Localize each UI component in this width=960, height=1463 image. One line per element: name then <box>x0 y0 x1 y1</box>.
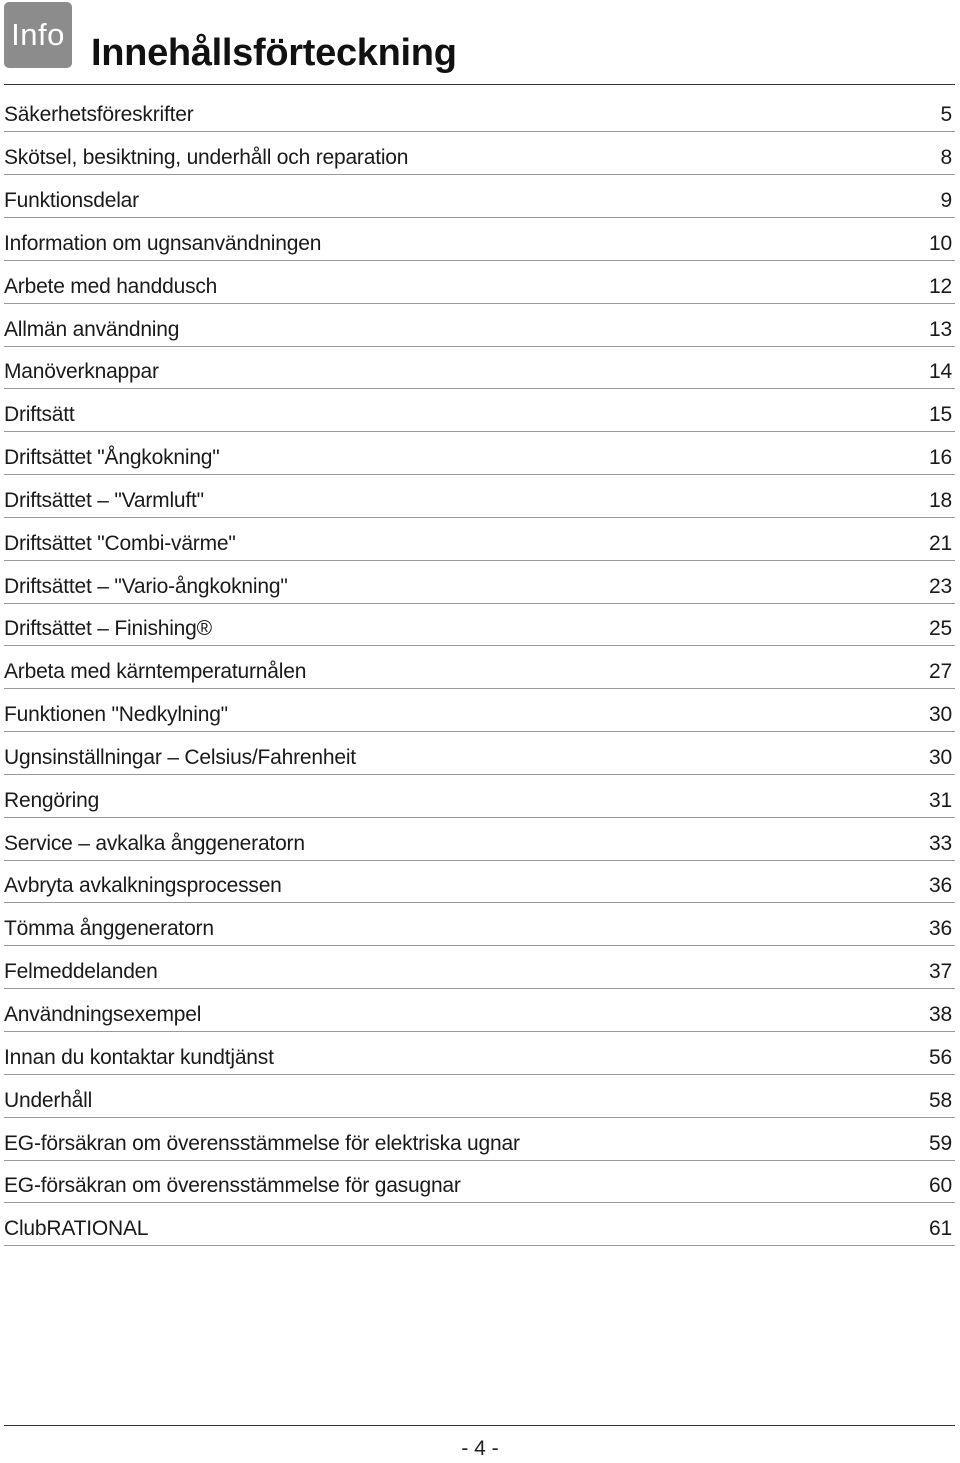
toc-entry[interactable] <box>4 648 955 689</box>
footer-divider <box>4 1425 955 1426</box>
toc-entry[interactable] <box>4 177 955 218</box>
toc-entry-page: 21 <box>929 531 952 555</box>
toc-entry-page: 16 <box>929 446 952 470</box>
toc-entry-page: 30 <box>929 703 952 727</box>
toc-entry-page: 56 <box>929 1045 952 1069</box>
toc-entry-page: 10 <box>929 231 952 255</box>
toc-entry[interactable] <box>4 134 955 175</box>
table-of-contents <box>4 91 955 1248</box>
toc-entry-label: Innan du kontaktar kundtjänst <box>4 1045 274 1069</box>
info-badge: Info <box>4 2 72 68</box>
toc-entry-page: 5 <box>940 103 952 127</box>
toc-entry[interactable] <box>4 1076 955 1117</box>
toc-entry-label: Information om ugnsanvändningen <box>4 231 322 255</box>
toc-entry-label: Funktionen "Nedkylning" <box>4 703 228 727</box>
toc-entry-page: 14 <box>929 360 952 384</box>
toc-entry[interactable] <box>4 262 955 303</box>
toc-entry-page: 37 <box>929 960 952 984</box>
toc-entry-label: Driftsätt <box>4 403 75 427</box>
toc-entry-label: Säkerhetsföreskrifter <box>4 103 194 127</box>
toc-entry-label: Driftsättet "Ångkokning" <box>4 446 220 470</box>
toc-entry[interactable] <box>4 305 955 346</box>
toc-entry-label: Underhåll <box>4 1088 93 1112</box>
toc-entry-page: 15 <box>929 403 952 427</box>
toc-entry-page: 13 <box>929 317 952 341</box>
toc-entry[interactable] <box>4 819 955 860</box>
toc-entry-page: 38 <box>929 1003 952 1027</box>
toc-entry-page: 59 <box>929 1131 952 1155</box>
toc-entry-label: Ugnsinställningar – Celsius/Fahrenheit <box>4 745 356 769</box>
toc-entry[interactable] <box>4 348 955 389</box>
toc-entry-label: Rengöring <box>4 788 100 812</box>
toc-entry-page: 8 <box>940 146 952 170</box>
title-divider <box>4 84 955 85</box>
toc-entry[interactable] <box>4 434 955 475</box>
toc-entry[interactable] <box>4 777 955 818</box>
page-number: - 4 - <box>461 1437 499 1460</box>
toc-entry-label: Arbeta med kärntemperaturnålen <box>4 660 307 684</box>
toc-entry-label: Allmän användning <box>4 317 180 341</box>
toc-entry[interactable] <box>4 605 955 646</box>
toc-entry-label: Driftsättet "Combi-värme" <box>4 531 236 555</box>
toc-entry-label: Användningsexempel <box>4 1003 202 1027</box>
toc-entry-label: EG-försäkran om överensstämmelse för elektriska ugnar <box>4 1131 520 1155</box>
toc-entry-page: 36 <box>929 874 952 898</box>
toc-entry[interactable] <box>4 220 955 261</box>
toc-entry[interactable] <box>4 1205 955 1246</box>
toc-entry[interactable] <box>4 477 955 518</box>
toc-entry-page: 23 <box>929 574 952 598</box>
toc-entry[interactable] <box>4 691 955 732</box>
toc-entry-page: 33 <box>929 831 952 855</box>
page-title: Innehållsförteckning <box>91 32 457 74</box>
toc-entry-label: Driftsättet – Finishing® <box>4 617 212 641</box>
toc-entry-label: Tömma ånggeneratorn <box>4 917 214 941</box>
toc-entry-label: Driftsättet – "Varmluft" <box>4 488 204 512</box>
toc-entry[interactable] <box>4 91 955 132</box>
toc-entry-label: Avbryta avkalkningsprocessen <box>4 874 282 898</box>
toc-entry-label: EG-försäkran om överensstämmelse för gasugnar <box>4 1174 461 1198</box>
toc-entry-page: 25 <box>929 617 952 641</box>
toc-entry-label: Service – avkalka ånggeneratorn <box>4 831 305 855</box>
toc-entry-label: Arbete med handdusch <box>4 274 218 298</box>
toc-entry-page: 31 <box>929 788 952 812</box>
toc-entry-page: 27 <box>929 660 952 684</box>
toc-entry-page: 30 <box>929 745 952 769</box>
toc-entry-label: Felmeddelanden <box>4 960 158 984</box>
toc-entry-page: 61 <box>929 1217 952 1241</box>
toc-entry[interactable] <box>4 862 955 903</box>
toc-entry[interactable] <box>4 519 955 560</box>
toc-entry-label: Skötsel, besiktning, underhåll och reparation <box>4 146 409 170</box>
toc-entry-label: Manöverknappar <box>4 360 159 384</box>
toc-entry[interactable] <box>4 948 955 989</box>
toc-entry[interactable] <box>4 391 955 432</box>
toc-entry[interactable] <box>4 562 955 603</box>
toc-entry[interactable] <box>4 1162 955 1203</box>
toc-entry[interactable] <box>4 734 955 775</box>
toc-entry[interactable] <box>4 905 955 946</box>
toc-entry[interactable] <box>4 1034 955 1075</box>
toc-entry-page: 9 <box>940 188 952 212</box>
toc-entry-label: ClubRATIONAL <box>4 1217 149 1241</box>
toc-entry[interactable] <box>4 991 955 1032</box>
toc-entry-page: 12 <box>929 274 952 298</box>
toc-entry-page: 58 <box>929 1088 952 1112</box>
toc-entry-page: 18 <box>929 488 952 512</box>
toc-entry[interactable] <box>4 1119 955 1160</box>
toc-entry-label: Driftsättet – "Vario-ångkokning" <box>4 574 288 598</box>
toc-entry-label: Funktionsdelar <box>4 188 139 212</box>
toc-entry-page: 36 <box>929 917 952 941</box>
toc-entry-page: 60 <box>929 1174 952 1198</box>
